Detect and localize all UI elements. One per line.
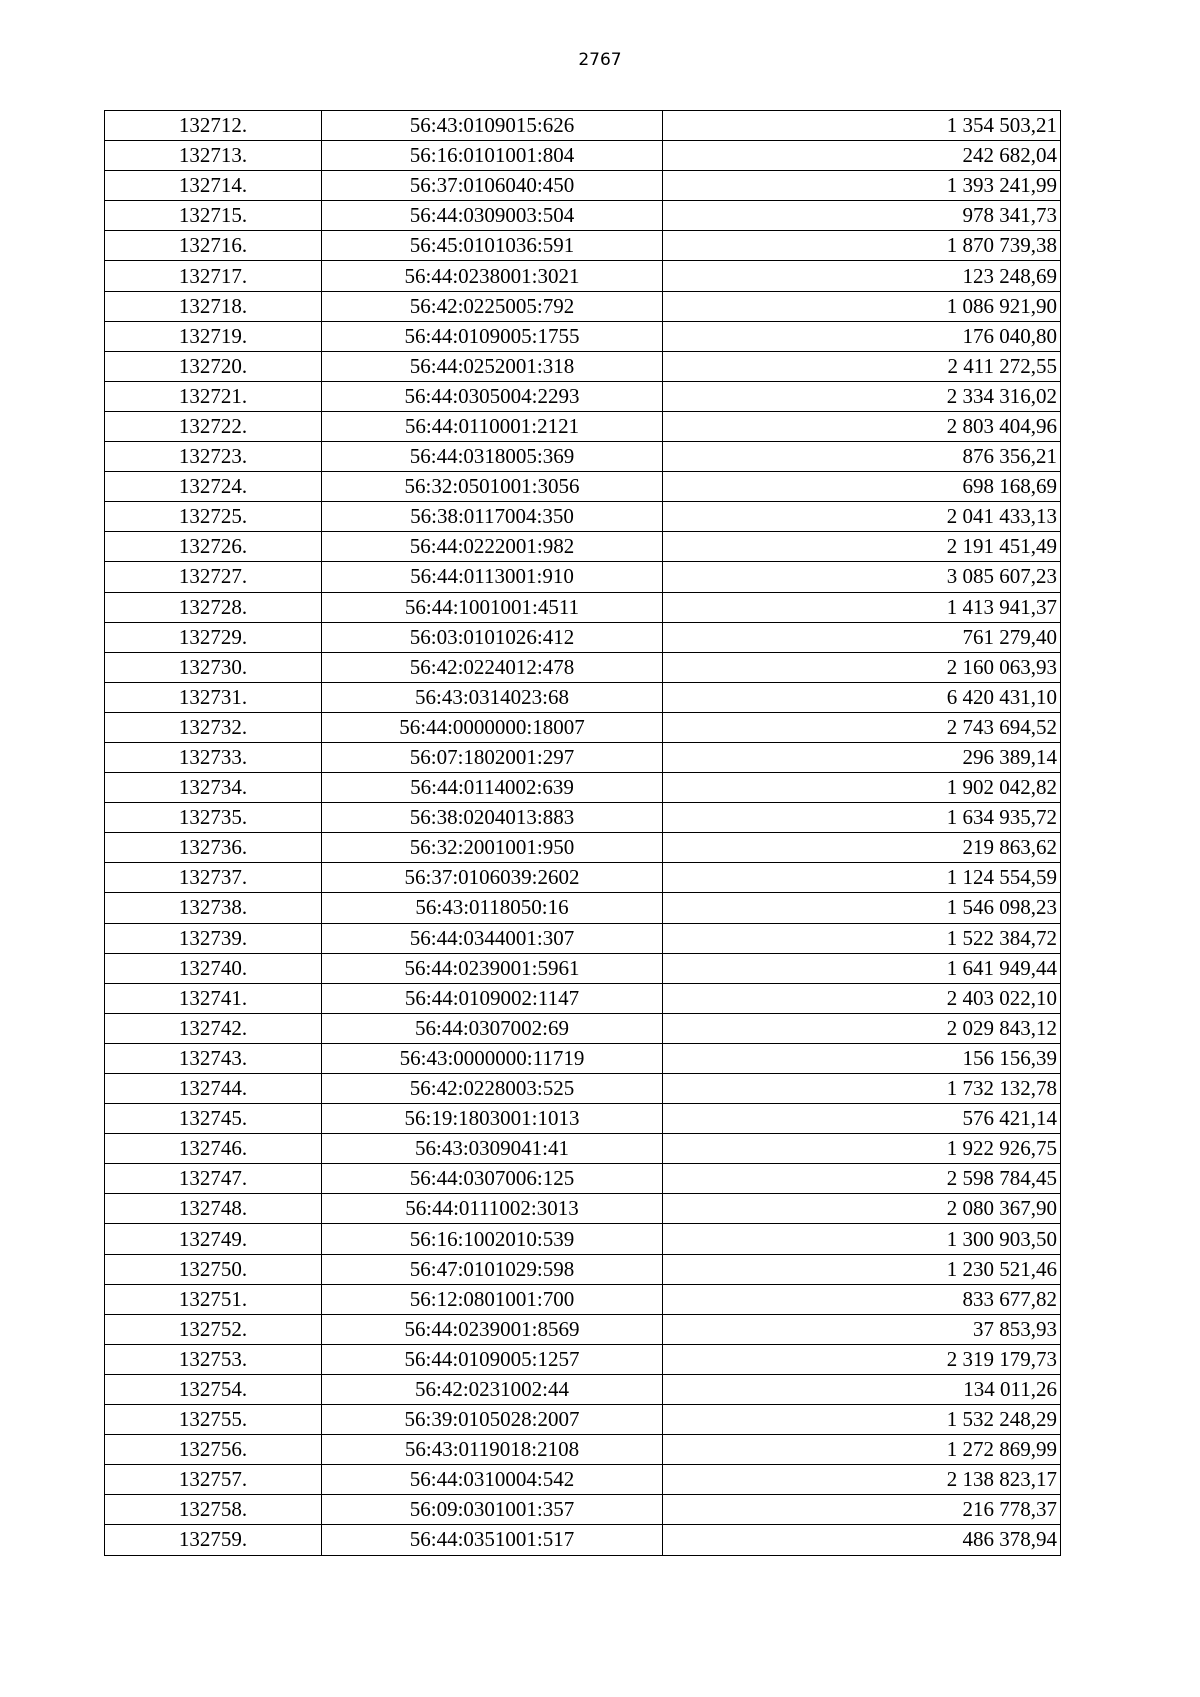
cadastral-number: 56:42:0224012:478	[322, 652, 663, 682]
cadastral-number: 56:12:0801001:700	[322, 1284, 663, 1314]
cadastral-value: 2 029 843,12	[663, 1013, 1061, 1043]
table-row	[105, 1374, 1061, 1404]
cadastral-number: 56:44:1001001:4511	[322, 592, 663, 622]
row-number: 132749.	[105, 1224, 322, 1254]
row-number: 132733.	[105, 742, 322, 772]
row-number: 132736.	[105, 833, 322, 863]
row-number: 132756.	[105, 1435, 322, 1465]
row-number: 132724.	[105, 472, 322, 502]
table-row	[105, 923, 1061, 953]
cadastral-number: 56:03:0101026:412	[322, 622, 663, 652]
row-number: 132758.	[105, 1495, 322, 1525]
table-row	[105, 472, 1061, 502]
cadastral-number: 56:44:0351001:517	[322, 1525, 663, 1555]
cadastral-value: 37 853,93	[663, 1314, 1061, 1344]
table-row	[105, 682, 1061, 712]
cadastral-number: 56:44:0222001:982	[322, 532, 663, 562]
cadastral-value: 1 413 941,37	[663, 592, 1061, 622]
table-row	[105, 1284, 1061, 1314]
cadastral-value: 2 743 694,52	[663, 712, 1061, 742]
row-number: 132759.	[105, 1525, 322, 1555]
cadastral-number: 56:44:0238001:3021	[322, 261, 663, 291]
table-row	[105, 742, 1061, 772]
cadastral-value: 1 522 384,72	[663, 923, 1061, 953]
row-number: 132735.	[105, 803, 322, 833]
row-number: 132723.	[105, 442, 322, 472]
row-number: 132720.	[105, 351, 322, 381]
table-row	[105, 1164, 1061, 1194]
cadastral-value-table	[104, 110, 1061, 1556]
cadastral-value: 2 598 784,45	[663, 1164, 1061, 1194]
cadastral-number: 56:44:0113001:910	[322, 562, 663, 592]
table-row	[105, 1405, 1061, 1435]
cadastral-number: 56:43:0000000:11719	[322, 1043, 663, 1073]
row-number: 132757.	[105, 1465, 322, 1495]
cadastral-value: 2 319 179,73	[663, 1344, 1061, 1374]
row-number: 132734.	[105, 773, 322, 803]
table-row	[105, 261, 1061, 291]
cadastral-number: 56:44:0310004:542	[322, 1465, 663, 1495]
table-row	[105, 532, 1061, 562]
row-number: 132712.	[105, 111, 322, 141]
table-row	[105, 321, 1061, 351]
cadastral-value: 296 389,14	[663, 742, 1061, 772]
cadastral-value: 1 086 921,90	[663, 291, 1061, 321]
cadastral-value: 242 682,04	[663, 141, 1061, 171]
row-number: 132729.	[105, 622, 322, 652]
cadastral-number: 56:43:0309041:41	[322, 1134, 663, 1164]
table-row	[105, 953, 1061, 983]
row-number: 132722.	[105, 411, 322, 441]
cadastral-number: 56:44:0000000:18007	[322, 712, 663, 742]
table-row	[105, 592, 1061, 622]
cadastral-value: 123 248,69	[663, 261, 1061, 291]
cadastral-value: 2 334 316,02	[663, 381, 1061, 411]
table-row	[105, 1194, 1061, 1224]
table-row	[105, 893, 1061, 923]
cadastral-number: 56:32:0501001:3056	[322, 472, 663, 502]
row-number: 132726.	[105, 532, 322, 562]
cadastral-number: 56:16:1002010:539	[322, 1224, 663, 1254]
table-row	[105, 111, 1061, 141]
cadastral-value: 1 300 903,50	[663, 1224, 1061, 1254]
cadastral-value: 2 191 451,49	[663, 532, 1061, 562]
cadastral-number: 56:43:0119018:2108	[322, 1435, 663, 1465]
table-row	[105, 1525, 1061, 1555]
table-row	[105, 622, 1061, 652]
row-number: 132715.	[105, 201, 322, 231]
row-number: 132755.	[105, 1405, 322, 1435]
cadastral-value: 761 279,40	[663, 622, 1061, 652]
row-number: 132714.	[105, 171, 322, 201]
row-number: 132754.	[105, 1374, 322, 1404]
cadastral-value: 486 378,94	[663, 1525, 1061, 1555]
cadastral-value: 176 040,80	[663, 321, 1061, 351]
cadastral-value: 1 902 042,82	[663, 773, 1061, 803]
table-row	[105, 1224, 1061, 1254]
cadastral-value: 2 080 367,90	[663, 1194, 1061, 1224]
row-number: 132727.	[105, 562, 322, 592]
cadastral-number: 56:37:0106040:450	[322, 171, 663, 201]
table-row	[105, 1104, 1061, 1134]
cadastral-value: 1 732 132,78	[663, 1074, 1061, 1104]
table-row	[105, 562, 1061, 592]
cadastral-number: 56:07:1802001:297	[322, 742, 663, 772]
cadastral-number: 56:44:0309003:504	[322, 201, 663, 231]
cadastral-number: 56:42:0228003:525	[322, 1074, 663, 1104]
cadastral-value: 698 168,69	[663, 472, 1061, 502]
cadastral-value: 978 341,73	[663, 201, 1061, 231]
table-row	[105, 1134, 1061, 1164]
table-row	[105, 502, 1061, 532]
table-row	[105, 1435, 1061, 1465]
cadastral-number: 56:45:0101036:591	[322, 231, 663, 261]
table-row	[105, 1013, 1061, 1043]
cadastral-number: 56:38:0204013:883	[322, 803, 663, 833]
cadastral-value: 1 641 949,44	[663, 953, 1061, 983]
cadastral-number: 56:43:0109015:626	[322, 111, 663, 141]
cadastral-value: 2 411 272,55	[663, 351, 1061, 381]
table-row	[105, 141, 1061, 171]
cadastral-value: 2 138 823,17	[663, 1465, 1061, 1495]
cadastral-value: 1 870 739,38	[663, 231, 1061, 261]
cadastral-value: 2 803 404,96	[663, 411, 1061, 441]
row-number: 132725.	[105, 502, 322, 532]
cadastral-number: 56:38:0117004:350	[322, 502, 663, 532]
cadastral-number: 56:42:0231002:44	[322, 1374, 663, 1404]
cadastral-number: 56:44:0109002:1147	[322, 983, 663, 1013]
table-row	[105, 833, 1061, 863]
row-number: 132728.	[105, 592, 322, 622]
row-number: 132737.	[105, 863, 322, 893]
table-row	[105, 1074, 1061, 1104]
table-row	[105, 201, 1061, 231]
row-number: 132713.	[105, 141, 322, 171]
table-row	[105, 411, 1061, 441]
cadastral-value: 1 354 503,21	[663, 111, 1061, 141]
row-number: 132718.	[105, 291, 322, 321]
row-number: 132751.	[105, 1284, 322, 1314]
cadastral-number: 56:43:0314023:68	[322, 682, 663, 712]
row-number: 132742.	[105, 1013, 322, 1043]
row-number: 132719.	[105, 321, 322, 351]
cadastral-value: 1 393 241,99	[663, 171, 1061, 201]
cadastral-number: 56:19:1803001:1013	[322, 1104, 663, 1134]
table-row	[105, 442, 1061, 472]
cadastral-value: 3 085 607,23	[663, 562, 1061, 592]
cadastral-number: 56:44:0109005:1755	[322, 321, 663, 351]
cadastral-value: 1 634 935,72	[663, 803, 1061, 833]
cadastral-number: 56:44:0239001:5961	[322, 953, 663, 983]
cadastral-value: 1 124 554,59	[663, 863, 1061, 893]
cadastral-value: 1 230 521,46	[663, 1254, 1061, 1284]
row-number: 132738.	[105, 893, 322, 923]
cadastral-value: 2 403 022,10	[663, 983, 1061, 1013]
cadastral-number: 56:16:0101001:804	[322, 141, 663, 171]
row-number: 132746.	[105, 1134, 322, 1164]
row-number: 132743.	[105, 1043, 322, 1073]
table-row	[105, 863, 1061, 893]
cadastral-value: 2 160 063,93	[663, 652, 1061, 682]
cadastral-number: 56:44:0307006:125	[322, 1164, 663, 1194]
table-row	[105, 291, 1061, 321]
cadastral-value: 833 677,82	[663, 1284, 1061, 1314]
row-number: 132748.	[105, 1194, 322, 1224]
table-row	[105, 171, 1061, 201]
cadastral-value: 219 863,62	[663, 833, 1061, 863]
cadastral-number: 56:44:0109005:1257	[322, 1344, 663, 1374]
cadastral-value: 1 922 926,75	[663, 1134, 1061, 1164]
cadastral-value: 2 041 433,13	[663, 502, 1061, 532]
cadastral-number: 56:44:0344001:307	[322, 923, 663, 953]
row-number: 132745.	[105, 1104, 322, 1134]
table-row	[105, 773, 1061, 803]
row-number: 132731.	[105, 682, 322, 712]
row-number: 132750.	[105, 1254, 322, 1284]
cadastral-number: 56:44:0318005:369	[322, 442, 663, 472]
row-number: 132732.	[105, 712, 322, 742]
cadastral-number: 56:47:0101029:598	[322, 1254, 663, 1284]
table-row	[105, 983, 1061, 1013]
cadastral-number: 56:43:0118050:16	[322, 893, 663, 923]
table-row	[105, 231, 1061, 261]
table-row	[105, 1344, 1061, 1374]
row-number: 132717.	[105, 261, 322, 291]
cadastral-value: 1 272 869,99	[663, 1435, 1061, 1465]
cadastral-value: 156 156,39	[663, 1043, 1061, 1073]
row-number: 132740.	[105, 953, 322, 983]
table-row	[105, 381, 1061, 411]
cadastral-number: 56:39:0105028:2007	[322, 1405, 663, 1435]
row-number: 132721.	[105, 381, 322, 411]
cadastral-value: 1 532 248,29	[663, 1405, 1061, 1435]
table-row	[105, 1465, 1061, 1495]
cadastral-number: 56:44:0252001:318	[322, 351, 663, 381]
cadastral-value: 6 420 431,10	[663, 682, 1061, 712]
cadastral-number: 56:44:0114002:639	[322, 773, 663, 803]
cadastral-number: 56:32:2001001:950	[322, 833, 663, 863]
cadastral-number: 56:44:0111002:3013	[322, 1194, 663, 1224]
table-row	[105, 351, 1061, 381]
row-number: 132730.	[105, 652, 322, 682]
row-number: 132741.	[105, 983, 322, 1013]
cadastral-number: 56:44:0239001:8569	[322, 1314, 663, 1344]
cadastral-value: 134 011,26	[663, 1374, 1061, 1404]
table-row	[105, 652, 1061, 682]
table-row	[105, 803, 1061, 833]
cadastral-number: 56:44:0305004:2293	[322, 381, 663, 411]
cadastral-value: 1 546 098,23	[663, 893, 1061, 923]
row-number: 132752.	[105, 1314, 322, 1344]
row-number: 132747.	[105, 1164, 322, 1194]
row-number: 132753.	[105, 1344, 322, 1374]
row-number: 132739.	[105, 923, 322, 953]
cadastral-value: 876 356,21	[663, 442, 1061, 472]
cadastral-number: 56:44:0307002:69	[322, 1013, 663, 1043]
table-body	[105, 111, 1061, 1556]
table-row	[105, 1314, 1061, 1344]
table-row	[105, 712, 1061, 742]
row-number: 132744.	[105, 1074, 322, 1104]
page-number: 2767	[578, 50, 622, 70]
table-row	[105, 1254, 1061, 1284]
cadastral-value: 576 421,14	[663, 1104, 1061, 1134]
cadastral-number: 56:37:0106039:2602	[322, 863, 663, 893]
table-row	[105, 1495, 1061, 1525]
table-row	[105, 1043, 1061, 1073]
cadastral-number: 56:09:0301001:357	[322, 1495, 663, 1525]
cadastral-number: 56:42:0225005:792	[322, 291, 663, 321]
cadastral-number: 56:44:0110001:2121	[322, 411, 663, 441]
cadastral-value: 216 778,37	[663, 1495, 1061, 1525]
row-number: 132716.	[105, 231, 322, 261]
